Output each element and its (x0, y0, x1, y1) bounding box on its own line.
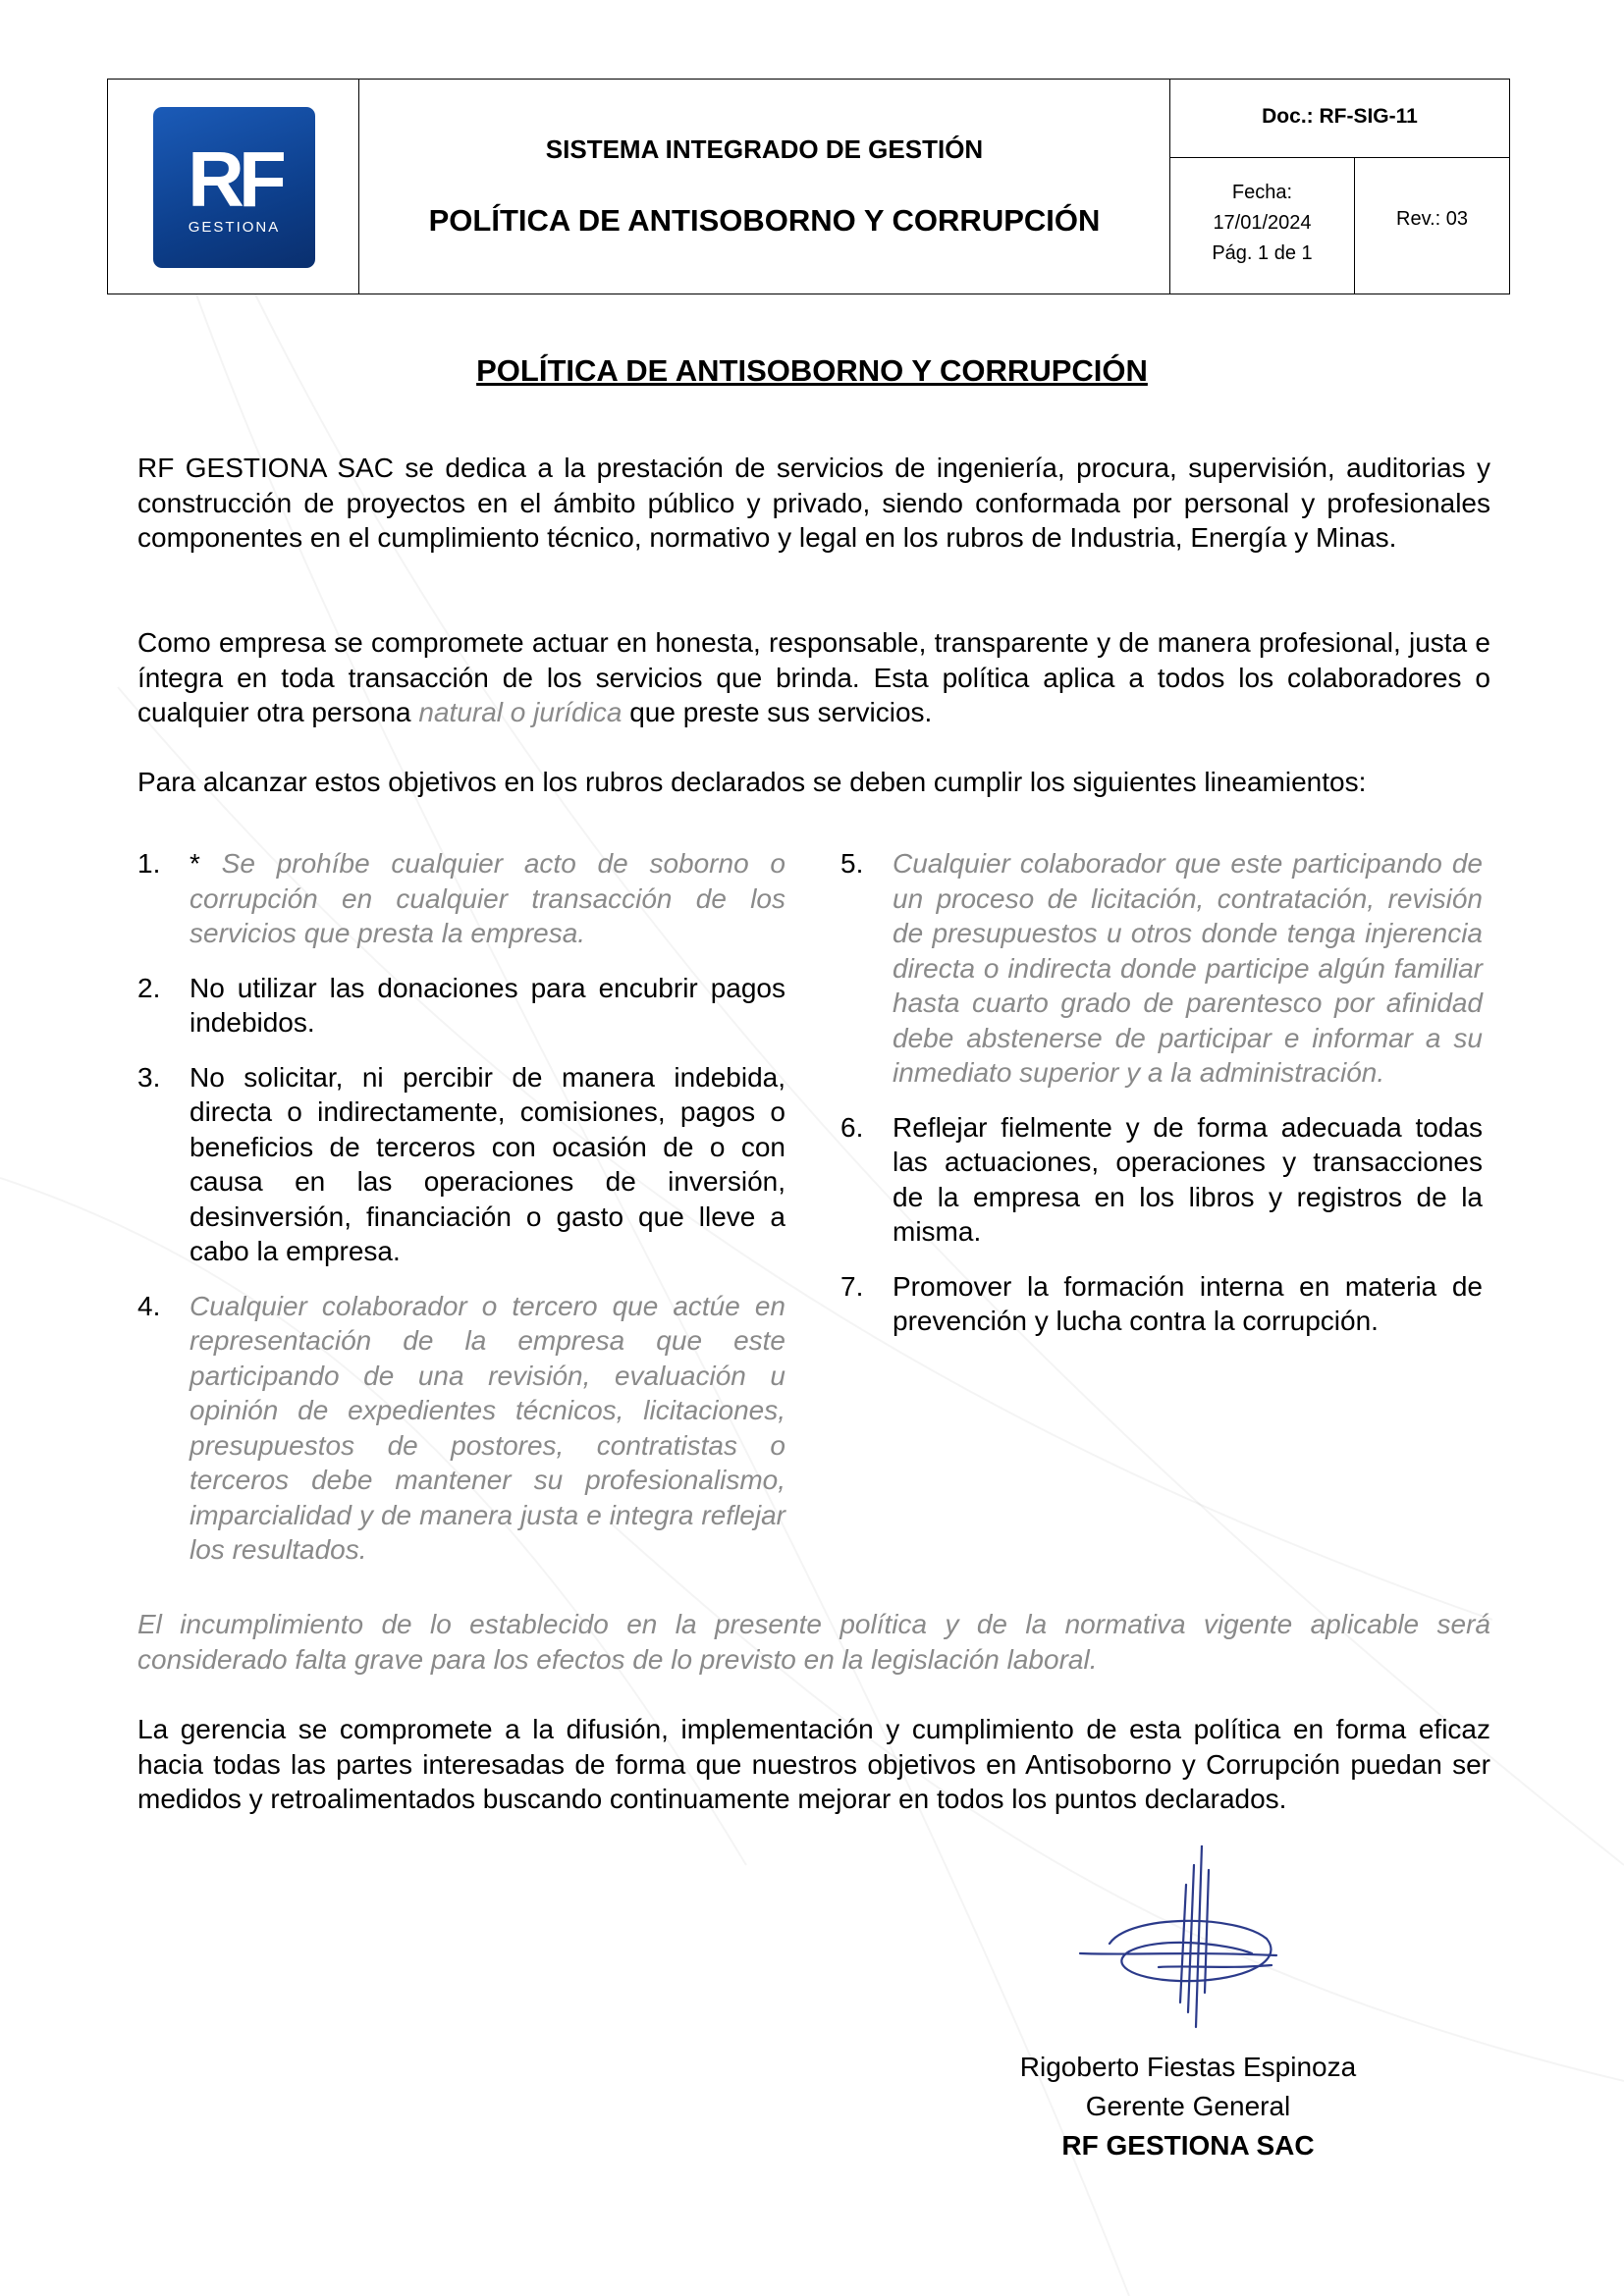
item-number: 6. (840, 1111, 864, 1143)
list-item (840, 1110, 1483, 1250)
commitment-italic: natural o jurídica (418, 697, 623, 727)
header-title-cell (359, 80, 1170, 294)
commitment-text-end: que preste sus servicios. (622, 697, 933, 727)
doc-code: Doc.: RF-SIG-11 (1262, 105, 1418, 128)
revision-cell (1355, 158, 1509, 294)
date-value: 17/01/2024 (1213, 212, 1312, 234)
company-logo (153, 107, 315, 268)
list-item (137, 846, 785, 951)
item-text: No solicitar, ni percibir de manera indebida, directa o indirectamente, comisiones, pagos o beneficios de terceros con ocasión de o con causa en las operaciones de inversión, desinversión, financiación o gasto que lleve a cabo la empresa. (189, 1061, 785, 1266)
item-number: 2. (137, 972, 161, 1003)
page-number: Pág. 1 de 1 (1212, 242, 1313, 264)
signer-role: Gerente General (1085, 2091, 1291, 2121)
signer-company: RF GESTIONA SAC (1061, 2130, 1315, 2161)
item-number: 1. (137, 848, 161, 879)
document-title: POLÍTICA DE ANTISOBORNO Y CORRUPCIÓN (476, 353, 1148, 388)
item-number: 5. (840, 848, 864, 879)
objectives-paragraph: Para alcanzar estos objetivos en los rubros declarados se deben cumplir los siguientes lineamientos: (137, 767, 1367, 797)
date-cell (1170, 158, 1355, 294)
item-text: Reflejar fielmente y de forma adecuada todas las actuaciones, operaciones y transacciones de la empresa en los libros y registros de la misma. (893, 1111, 1483, 1247)
management-paragraph: La gerencia se compromete a la difusión, implementación y cumplimiento de esta política en forma eficaz hacia todas las partes interesadas de forma que nuestros objetivos en Antisoborno y Corrupción puedan ser medidos y retroalimentados buscando continuamente mejorar en todos los puntos declarados. (137, 1714, 1490, 1814)
system-title: SISTEMA INTEGRADO DE GESTIÓN (545, 134, 984, 164)
list-item (137, 1289, 785, 1568)
list-item (137, 971, 785, 1041)
logo-subtitle: GESTIONA (188, 219, 281, 236)
sanction-paragraph: El incumplimiento de lo establecido en la presente política y de la normativa vigente aplicable será considerado falta grave para los efectos de lo previsto en la legislación laboral. (137, 1609, 1490, 1675)
list-item (840, 846, 1483, 1091)
item-text: Cualquier colaborador o tercero que actúe en representación de la empresa que este participando de una revisión, evaluación u opinión de expedientes técnicos, licitaciones, presupuestos de postores, contratistas o terceros debe mantener su profesionalismo, imparcialidad y de manera justa e integra reflejar los resultados. (189, 1290, 785, 1565)
guidelines-list-right (840, 846, 1483, 1359)
item-number: 7. (840, 1270, 864, 1302)
item-number: 4. (137, 1290, 161, 1321)
logo-mark: RF (188, 135, 281, 223)
intro-paragraph: RF GESTIONA SAC se dedica a la prestación de servicios de ingeniería, procura, supervisión, auditorias y construcción de proyectos en el ámbito público y privado, siendo conformada por personal y profesionales componentes en el cumplimiento técnico, normativo y legal en los rubros de Industria, Energía y Minas. (137, 453, 1490, 553)
revision: Rev.: 03 (1396, 208, 1468, 230)
document-header (107, 79, 1510, 294)
date-label: Fecha: (1231, 182, 1293, 203)
signer-name: Rigoberto Fiestas Espinoza (1019, 2052, 1357, 2082)
commitment-text-start: Como empresa se compromete actuar en honesta, responsable, transparente y de manera profesional, justa e íntegra en toda transacción de los servicios que brinda. Esta política aplica a todos los colaboradores o cualquier otra persona (137, 627, 1490, 727)
commitment-paragraph (137, 625, 1490, 730)
list-item (137, 1060, 785, 1269)
list-item (840, 1269, 1483, 1339)
logo-cell (108, 80, 359, 294)
handwritten-signature (1070, 1845, 1316, 2052)
item-text: Cualquier colaborador que este participando de un proceso de licitación, contratación, revisión de presupuestos u otros donde tenga injerencia directa o indirecta donde participe algún familiar hasta cuarto grado de parentesco por afinidad debe abstenerse de participar e informar a su inmediato superior y a la administración. (893, 848, 1483, 1088)
item-prefix: * (189, 848, 222, 879)
item-text: No utilizar las donaciones para encubrir pagos indebidos. (189, 972, 785, 1038)
policy-title: POLÍTICA DE ANTISOBORNO Y CORRUPCIÓN (428, 203, 1101, 238)
guidelines-list-left (137, 846, 785, 1587)
item-text: Se prohíbe cualquier acto de soborno o corrupción en cualquier transacción de los servicios que presta la empresa. (189, 848, 785, 948)
item-text: Promover la formación interna en materia de prevención y lucha contra la corrupción. (893, 1270, 1483, 1336)
item-number: 3. (137, 1061, 161, 1093)
doc-code-cell (1170, 80, 1509, 158)
